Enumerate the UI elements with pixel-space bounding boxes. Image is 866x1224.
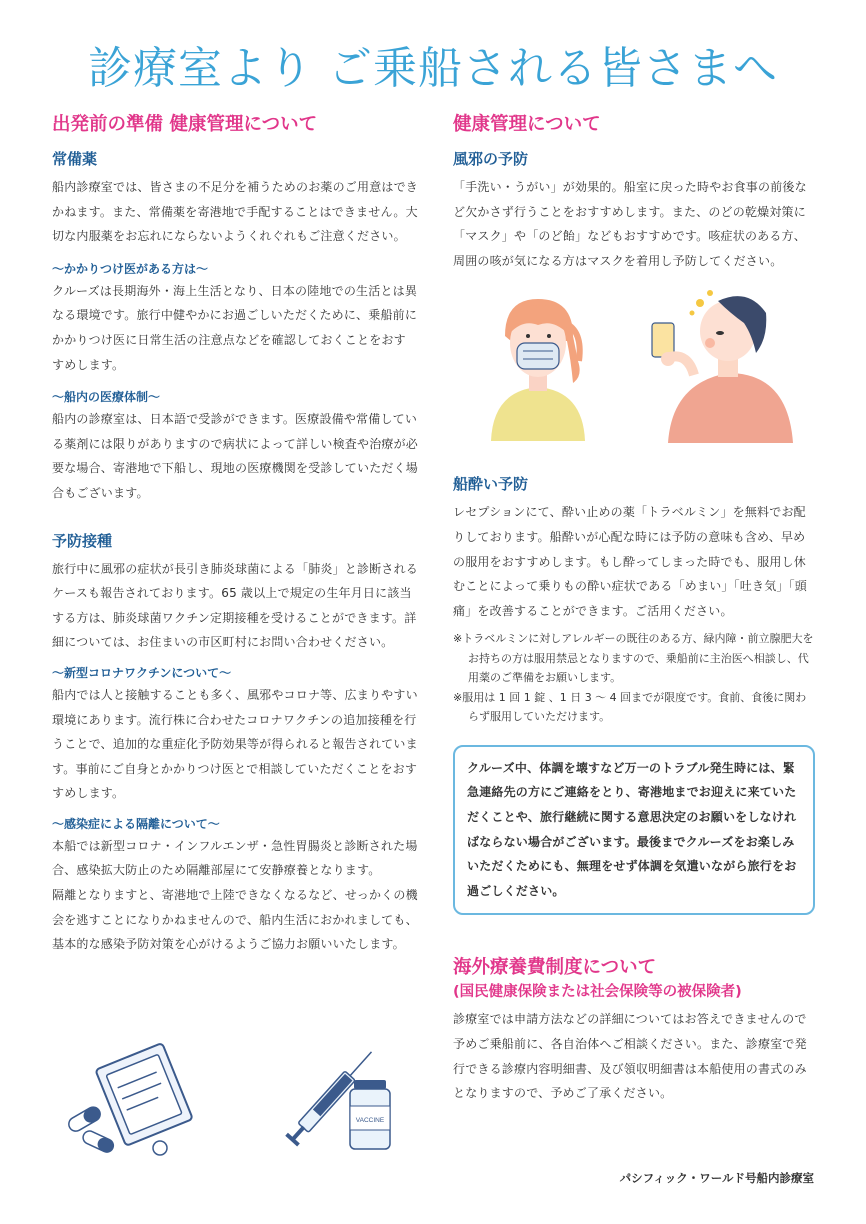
text-kaze: 「手洗い・うがい」が効果的。船室に戻った時やお食事の前後など欠かさず行うことをおすすめします。また、のどの乾燥対策に「マスク」や「のど飴」などもおすすめです。咳症状のある方、周囲の咳が気になる方はマスクを着用し予防してください。: [453, 180, 807, 268]
mask-woman-illustration: [483, 291, 593, 441]
vaccine-illustration: [270, 1038, 420, 1158]
vaccine-label: VACCINE: [355, 1117, 385, 1124]
section-title-kaigai: 海外療養費制度について: [453, 957, 657, 979]
right-column: [453, 112, 815, 1106]
text-kakaritsuke: クルーズは長期海外・海上生活となり、日本の陸地での生活とは異なる環境です。旅行中健やかにお過ごしいただくために、乗船前にかかりつけ医に日常生活の注意点などを確認しておくことをおすすめします。: [52, 283, 418, 372]
gargle-man-illustration: [648, 283, 808, 443]
text-kaigai: 診療室では申請方法などの詳細についてはお答えできませんので予めご乗船前に、各自治体へご相談ください。また、診療室で発行できる診療内容明細書、及び領収明細書は本船使用の書式のみとなりますので、予めご了承ください。: [453, 1012, 807, 1101]
minor-title-iryo: 〜船内の医療体制〜: [52, 390, 161, 405]
text-kakuri-1: 本船では新型コロナ・インフルエンザ・急性胃腸炎と診断された場合、感染拡大防止のため隔離部屋にて安静療養となります。: [52, 838, 418, 878]
warning-box: クルーズ中、体調を壊すなど万一のトラブル発生時には、緊急連絡先の方にご連絡をとり、寄港地までお迎えに来ていただくことや、旅行継続に関する意思決定のお願いをしなければならない場合がございます。最後までクルーズをお楽しみいただくためにも、無理をせず体調を気遣いながら旅行をお過ごしください。: [453, 745, 815, 916]
section-title-preparation: 出発前の準備 健康管理について: [52, 114, 318, 135]
subtitle-kaigai: (国民健康保険または社会保険等の被保険者): [453, 984, 742, 1001]
minor-title-kakaritsuke: 〜かかりつけ医がある方は〜: [52, 261, 209, 276]
text-corona: 船内では人と接触することも多く、風邪やコロナ等、広まりやすい環境にあります。流行株に合わせたコロナワクチンの追加接種を行うことで、追加的な重症化予防効果等が得られると報告されています。事前にご自身とかかりつけ医とで相談していただくことをおすすめします。: [52, 687, 418, 801]
note-allergy: ※トラベルミンに対しアレルギーの既往のある方、緑内障・前立腺肥大をお持ちの方は服用禁忌となりますので、乗船前に主治医へ相談し、代用薬のご準備をお願いします。: [453, 632, 814, 685]
section-title-health: 健康管理について: [453, 114, 601, 135]
left-column: [52, 112, 418, 957]
minor-title-kakuri: 〜感染症による隔離について〜: [52, 816, 220, 831]
text-yobo: 旅行中に風邪の症状が長引き肺炎球菌による「肺炎」と診断されるケースも報告されております。65 歳以上で規定の生年月日に該当する方は、肺炎球菌ワクチン定期接種を受けることができます。詳細については、お住まいの市区町村にお問い合わせください。: [52, 561, 419, 650]
text-kakuri-2: 隔離となりますと、寄港地で上陸できなくなるなど、せっかくの機会を逃すことになりかねませんので、船内生活におかれましても、基本的な感染予防対策を心がけるようご協力お願いいたします。: [52, 888, 418, 952]
subtitle-yobo: 予防接種: [52, 531, 113, 550]
subtitle-jobiyaku: 常備薬: [52, 150, 98, 168]
note-dosage: ※服用は 1 回 1 錠 、1 日 3 〜 4 回までが限度です。食前、食後に関わらず服用していただけます。: [453, 690, 807, 724]
footer-signature: パシフィック・ワールド号船内診療室: [619, 1171, 814, 1185]
subtitle-kaze: 風邪の予防: [453, 150, 529, 168]
text-funayoi: レセプションにて、酔い止めの薬「トラベルミン」を無料でお配りしております。船酔いが心配な時には予防の意味も含め、早めの服用をおすすめします。もし酔ってしまった時でも、服用し休むことによって乗りもの酔い症状である「めまい」「吐き気」「頭痛」を改善することができます。ご活用ください。: [453, 505, 808, 618]
text-iryo: 船内の診療室は、日本語で受診ができます。医療設備や常備している薬剤には限りがありますので病状によって詳しい検査や治療が必要な場合、寄港地で下船し、現地の医療機関を受診していただく場合もございます。: [52, 412, 419, 500]
illustration-area: [453, 273, 815, 473]
minor-title-corona: 〜新型コロナワクチンについて〜: [52, 665, 232, 680]
subtitle-funayoi: 船酔い予防: [453, 475, 529, 494]
medicine-illustration: [60, 1040, 200, 1160]
text-jobiyaku: 船内診療室では、皆さまの不足分を補うためのお薬のご用意はできかねます。また、常備薬を寄港地で手配することはできません。大切な内服薬をお忘れにならないようくれぐれもご注意ください。: [52, 180, 419, 244]
page-title: 診療室より ご乗船される皆さまへ: [88, 43, 778, 94]
